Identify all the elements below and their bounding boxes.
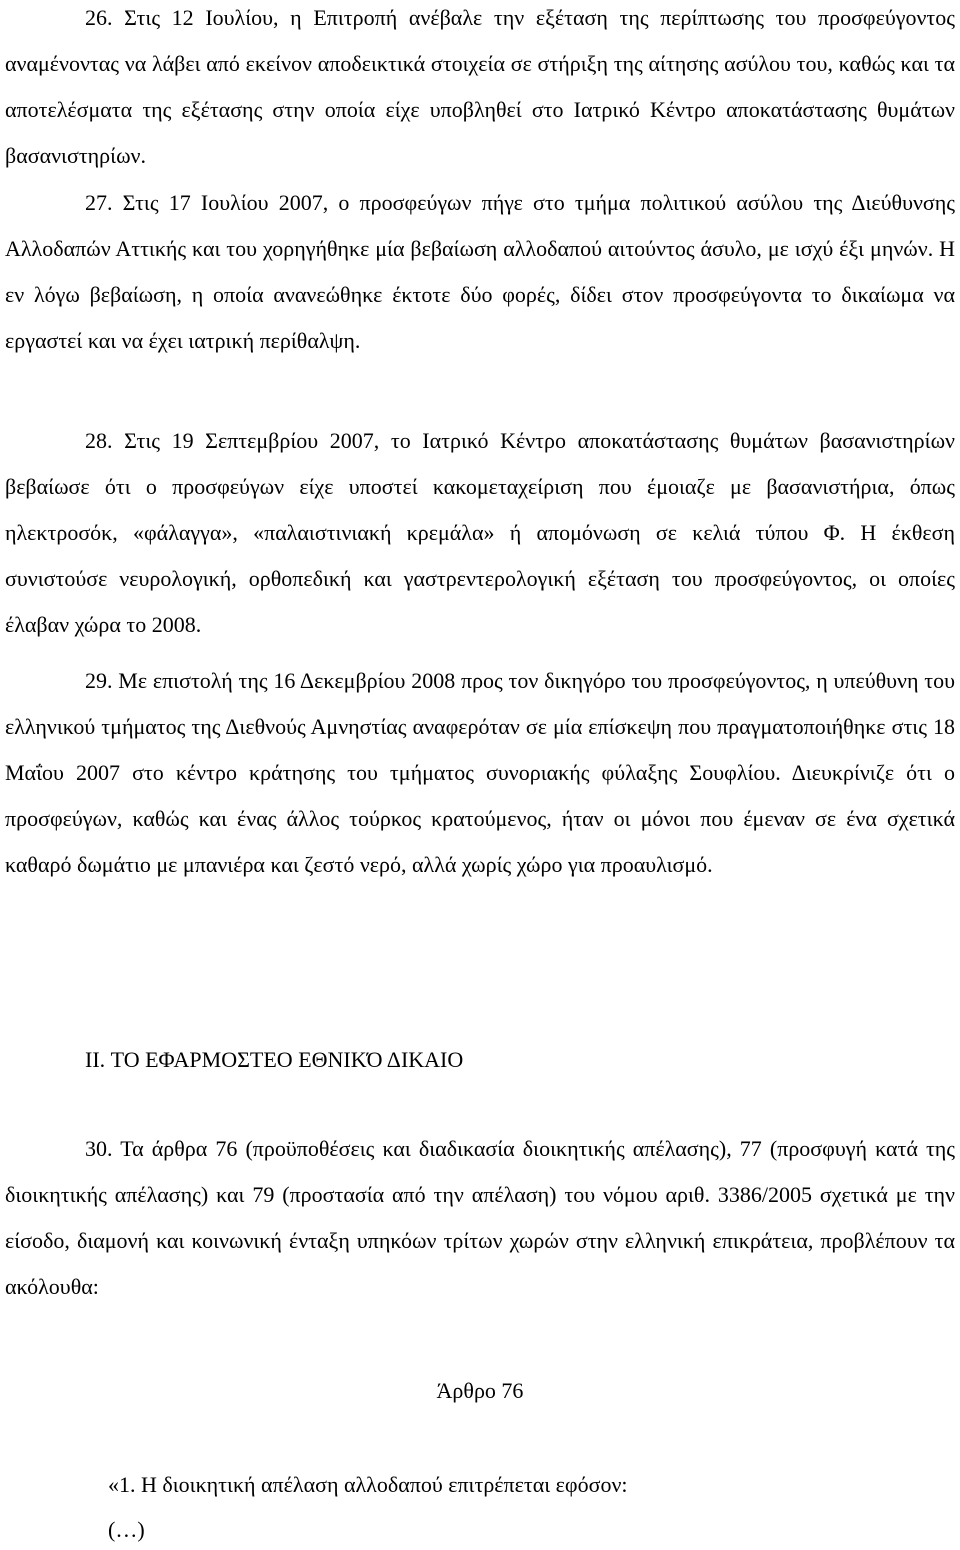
quoted-ellipsis: (…) bbox=[108, 1517, 145, 1542]
paragraph-30: 30. Τα άρθρα 76 (προϋποθέσεις και διαδικασία διοικητικής απέλασης), 77 (προσφυγή κατά της διοικητικής απέλασης) και 79 (προστασία από την απέλαση) του νόμου αριθ. 3386/2005 σχετικά με την είσοδο, διαμονή και κοινωνική ένταξη υπηκόων τρίτων χωρών στην ελληνική επικράτεια, προβλέπουν τα ακόλουθα: bbox=[5, 1136, 955, 1299]
section-heading: II. ΤΟ ΕΦΑΡΜΟΣΤΕΟ ΕΘΝΙΚΌ ΔΙΚΑΙΟ bbox=[85, 1047, 464, 1072]
paragraph-27: 27. Στις 17 Ιουλίου 2007, ο προσφεύγων πήγε στο τμήμα πολιτικού ασύλου της Διεύθυνσης Αλλοδαπών Αττικής και του χορηγήθηκε μία βεβαίωση αλλοδαπού αιτούντος άσυλο, με ισχύ έξι μηνών. Η εν λόγω βεβαίωση, η οποία ανανεώθηκε έκτοτε δύο φορές, δίδει στον προσφεύγοντα το δικαίωμα να εργαστεί και να έχει ιατρική περίθαλψη. bbox=[5, 190, 955, 353]
article-heading: Άρθρο 76 bbox=[436, 1378, 524, 1403]
paragraph-29: 29. Με επιστολή της 16 Δεκεμβρίου 2008 προς τον δικηγόρο του προσφεύγοντος, η υπεύθυνη του ελληνικού τμήματος της Διεθνούς Αμνηστίας αναφερόταν σε μία επίσκεψη που πραγματοποιήθηκε στις 18 Μαΐου 2007 στο κέντρο κράτησης του τμήματος συνοριακής φύλαξης Σουφλίου. Διευκρίνιζε ότι ο προσφεύγων, καθώς και ένας άλλος τούρκος κρατούμενος, ήταν οι μόνοι που έμεναν σε ένα σχετικά καθαρό δωμάτιο με μπανιέρα και ζεστό νερό, αλλά χωρίς χώρο για προαυλισμό. bbox=[5, 668, 955, 877]
paragraph-26: 26. Στις 12 Ιουλίου, η Επιτροπή ανέβαλε την εξέταση της περίπτωσης του προσφεύγοντος αναμένοντας να λάβει από εκείνον αποδεικτικά στοιχεία σε στήριξη της αίτησης ασύλου του, καθώς και τα αποτελέσματα της εξέτασης στην οποία είχε υποβληθεί στο Ιατρικό Κέντρο αποκατάστασης θυμάτων βασανιστηρίων. bbox=[5, 5, 955, 168]
quoted-provision-line: «1. Η διοικητική απέλαση αλλοδαπού επιτρέπεται εφόσον: bbox=[108, 1472, 628, 1497]
paragraph-28: 28. Στις 19 Σεπτεμβρίου 2007, το Ιατρικό Κέντρο αποκατάστασης θυμάτων βασανιστηρίων βεβαίωσε ότι ο προσφεύγων είχε υποστεί κακομεταχείριση που έμοιαζε με βασανιστήρια, όπως ηλεκτροσόκ, «φάλαγγα», «παλαιστινιακή κρεμάλα» ή απομόνωση σε κελιά τύπου Φ. Η έκθεση συνιστούσε νευρολογική, ορθοπεδική και γαστρεντερολογική εξέταση του προσφεύγοντος, οι οποίες έλαβαν χώρα το 2008. bbox=[5, 428, 955, 637]
